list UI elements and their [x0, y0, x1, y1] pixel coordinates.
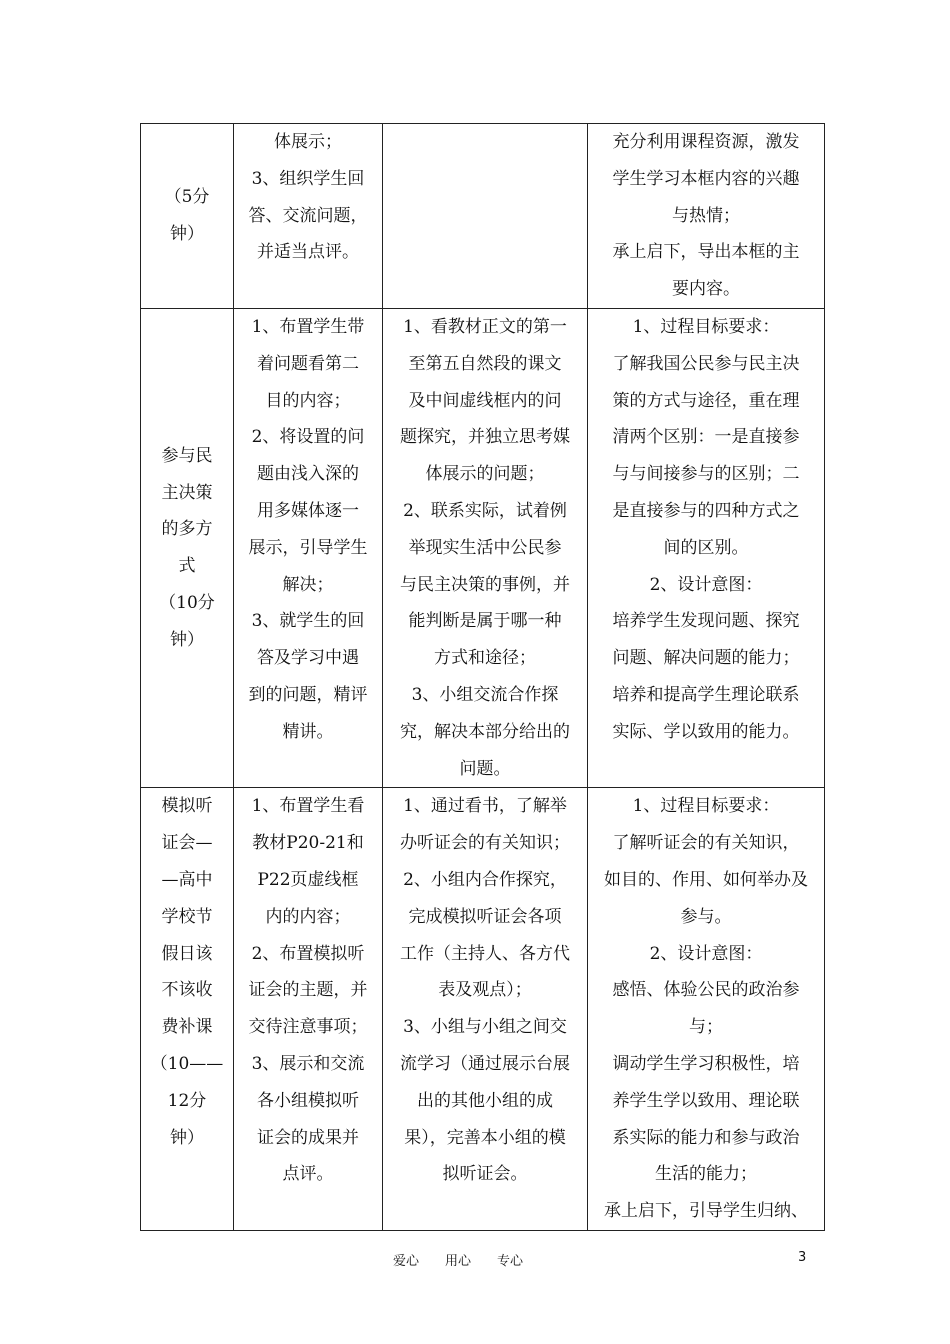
student-line: 至第五自然段的课文 [408, 353, 562, 374]
stage-line: 钟） [170, 629, 204, 650]
student-line: 2、联系实际，试着例 [403, 500, 567, 521]
stage-cell [141, 124, 234, 309]
stage-line: （5分 [164, 187, 210, 208]
student-line: 举现实生活中公民参 [408, 537, 562, 558]
teacher-line: 到的问题，精评 [248, 684, 368, 705]
student-line: 出的其他小组的成 [417, 1090, 553, 1111]
student-line: 及中间虚线框内的问 [408, 390, 562, 411]
student-line: 究，解决本部分给出的 [400, 721, 570, 742]
table-row [141, 788, 825, 1231]
student-line: 问题。 [459, 758, 511, 779]
teacher-line: 内的内容； [265, 906, 351, 927]
intent-line: 承上启下，引导学生归纳、 [604, 1201, 808, 1222]
stage-line: 参与民 [161, 445, 213, 466]
intent-line: 与与间接参与的区别；二 [612, 464, 800, 485]
stage-line: 不该收 [161, 980, 213, 1001]
teacher-line: 答、交流问题， [248, 205, 368, 226]
intent-line: 系实际的能力和参与政治 [612, 1127, 800, 1148]
student-line: 1、看教材正文的第一 [403, 316, 567, 337]
stage-line: 模拟听 [161, 796, 213, 817]
teacher-line: 3、展示和交流 [251, 1053, 365, 1074]
teacher-line: 1、布置学生看 [251, 796, 365, 817]
intent-line: 1、过程目标要求： [632, 796, 780, 817]
page-number: 3 [798, 1250, 807, 1265]
teacher-line: 交待注意事项； [248, 1017, 368, 1038]
intent-line: 策的方式与途径，重在理 [612, 390, 800, 411]
intent-line: 充分利用课程资源，激发 [612, 132, 800, 152]
student-line: 办听证会的有关知识； [400, 833, 570, 854]
table-row [141, 308, 825, 787]
intent-line: 培养和提高学生理论联系 [612, 684, 800, 705]
intent-line: 与热情； [672, 205, 740, 226]
intent-line: 2、设计意图： [649, 574, 763, 595]
teacher-line: 3、就学生的回 [251, 611, 365, 632]
student-line: 方式和途径； [434, 648, 536, 669]
teacher-line: 答及学习中遇 [257, 648, 359, 669]
teacher-line: 并适当点评。 [257, 242, 359, 263]
intent-line: 感悟、体验公民的政治参 [612, 980, 800, 1001]
teacher-line: 1、布置学生带 [251, 316, 365, 337]
stage-line: 主决策 [161, 482, 213, 503]
stage-line: 证会— [161, 833, 213, 854]
student-line: 表及观点）； [438, 980, 532, 1001]
teacher-line: 证会的主题，并 [248, 980, 368, 1001]
stage-line: 的多方 [161, 519, 213, 540]
teacher-activity-cell [234, 788, 383, 1231]
student-line: 体展示的问题； [425, 464, 545, 485]
intent-line: 生活的能力； [655, 1164, 757, 1185]
teacher-line: 体展示； [274, 132, 342, 152]
student-line: 题探究，并独立思考媒 [400, 427, 570, 448]
intent-line: 承上启下，导出本框的主 [612, 242, 800, 263]
stage-cell [141, 308, 234, 787]
student-line: 与民主决策的事例，并 [400, 574, 570, 595]
student-line: 2、小组内合作探究， [403, 869, 567, 890]
intent-line: 与； [689, 1017, 723, 1038]
student-line: 果），完善本小组的模 [404, 1127, 566, 1148]
motto-word: 爱心 [393, 1254, 420, 1269]
student-line: 完成模拟听证会各项 [408, 906, 562, 927]
teacher-line: 用多媒体逐一 [257, 500, 359, 521]
teacher-line: 目的内容； [265, 390, 351, 411]
teacher-activity-cell [234, 308, 383, 787]
table-row [141, 124, 825, 309]
student-activity-cell [383, 308, 588, 787]
intent-line: 调动学生学习积极性，培 [612, 1053, 800, 1074]
intent-line: 如目的、作用、如何举办及 [604, 869, 808, 890]
student-line: 能判断是属于哪一种 [408, 611, 562, 632]
teacher-line: 点评。 [282, 1164, 334, 1185]
stage-line: （10分 [159, 592, 215, 613]
design-intent-cell [588, 308, 825, 787]
intent-line: 了解我国公民参与民主决 [612, 353, 800, 374]
design-intent-cell [588, 788, 825, 1231]
teacher-line: 解决； [282, 574, 334, 595]
intent-line: 是直接参与的四种方式之 [612, 500, 800, 521]
teacher-line: 着问题看第二 [257, 353, 359, 374]
teacher-line: 各小组模拟听 [257, 1090, 359, 1111]
design-intent-cell [588, 124, 825, 309]
footer-motto [393, 1250, 549, 1269]
stage-line: 钟） [170, 223, 204, 244]
teacher-line: 精讲。 [282, 721, 334, 742]
teacher-line: 教材P20-21和 [252, 833, 364, 854]
intent-line: 问题、解决问题的能力； [612, 648, 800, 669]
student-line: 拟听证会。 [442, 1164, 528, 1185]
stage-line: 式 [178, 556, 196, 577]
intent-line: 培养学生发现问题、探究 [612, 611, 800, 632]
stage-line: 钟） [170, 1127, 204, 1148]
intent-line: 参与。 [680, 906, 732, 927]
intent-line: 清两个区别：一是直接参 [612, 427, 800, 448]
lesson-plan-table [140, 123, 825, 1231]
student-line: 工作（主持人、各方代 [400, 943, 570, 964]
student-activity-cell [383, 788, 588, 1231]
student-line: 流学习（通过展示台展 [400, 1053, 570, 1074]
stage-line: （10—— [150, 1053, 224, 1074]
intent-line: 了解听证会的有关知识， [612, 833, 800, 854]
intent-line: 实际、学以致用的能力。 [612, 721, 800, 742]
student-line: 3、小组与小组之间交 [403, 1017, 567, 1038]
intent-line: 学生学习本框内容的兴趣 [612, 168, 800, 189]
teacher-line: 2、将设置的问 [251, 427, 365, 448]
teacher-line: P22页虚线框 [257, 869, 359, 890]
intent-line: 间的区别。 [663, 537, 749, 558]
teacher-line: 展示，引导学生 [248, 537, 368, 558]
intent-line: 1、过程目标要求： [632, 316, 780, 337]
stage-line: 学校节 [161, 906, 213, 927]
motto-word: 用心 [445, 1254, 472, 1269]
student-activity-cell [383, 124, 588, 309]
student-line: 3、小组交流合作探 [411, 684, 559, 705]
teacher-line: 证会的成果并 [257, 1127, 359, 1148]
intent-line: 2、设计意图： [649, 943, 763, 964]
stage-line: 假日该 [161, 943, 213, 964]
intent-line: 要内容。 [672, 279, 740, 300]
student-line: 1、通过看书，了解举 [403, 796, 567, 817]
teacher-activity-cell [234, 124, 383, 309]
stage-line: 12分 [167, 1090, 207, 1111]
motto-word: 专心 [497, 1254, 524, 1269]
teacher-line: 2、布置模拟听 [251, 943, 365, 964]
teacher-line: 3、组织学生回 [251, 168, 365, 189]
intent-line: 养学生学以致用、理论联 [612, 1090, 800, 1111]
stage-line: —高中 [161, 869, 213, 890]
teacher-line: 题由浅入深的 [257, 464, 359, 485]
stage-line: 费补课 [161, 1017, 213, 1038]
stage-cell [141, 788, 234, 1231]
